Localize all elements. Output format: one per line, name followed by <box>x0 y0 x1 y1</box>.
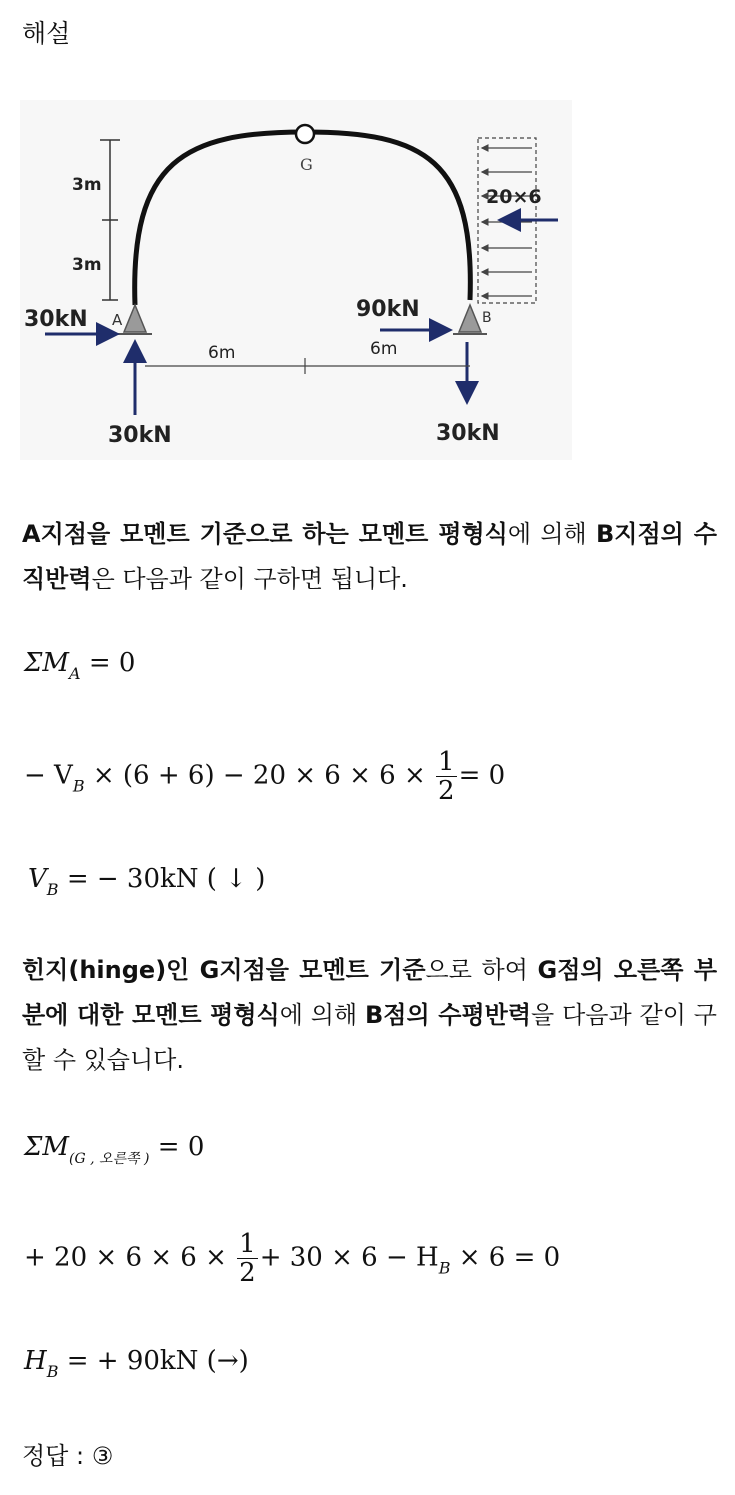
load-distributed: 20×6 <box>486 186 542 208</box>
para1-bold-2: B지점의 수직반력 <box>22 520 717 593</box>
para2-text-3: 을 다음과 같이 구할 수 있습니다. <box>22 1001 717 1074</box>
para2-bold-3: B점의 수평반력 <box>365 1001 532 1029</box>
support-A <box>124 305 146 332</box>
hinge-G <box>296 125 314 143</box>
load-90kN: 90kN <box>356 297 420 322</box>
reaction-A: 30kN <box>108 423 172 448</box>
dim-3m-top: 3m <box>72 175 102 195</box>
dim-3m-bottom: 3m <box>72 255 102 275</box>
para2-text-1: 으로 하여 <box>425 956 538 984</box>
label-G: G <box>300 155 313 174</box>
arch-structure-diagram <box>20 100 572 460</box>
answer: 정답 : ③ <box>22 1442 114 1470</box>
para2-bold-1: 힌지(hinge)인 G지점을 모멘트 기준 <box>22 956 426 984</box>
para1-text-2: 은 다음과 같이 구하면 됩니다. <box>91 565 408 593</box>
reaction-B: 30kN <box>436 421 500 446</box>
support-B <box>459 305 481 332</box>
para1-text-1: 에 의해 <box>507 520 596 548</box>
fraction-half: $\frac{1}{2}$ <box>438 747 455 806</box>
para2-text-2: 에 의해 <box>279 1001 366 1029</box>
equation-sum-moment-G: $\Sigma M_{(G , 오른쪽 )} = 0$ <box>24 1132 205 1167</box>
equation-hb-balance: + 20 × 6 × 6 × $\frac{1}{2}$ + $30 \times 6 - H_B \times 6 = 0$ <box>24 1229 561 1288</box>
dim-6m-right: 6m <box>370 339 398 359</box>
load-30kN-left: 30kN <box>24 307 88 332</box>
equation-hb-result: $H_B$ = + 90kN (→) <box>24 1346 249 1381</box>
heading: 해설 <box>22 19 71 48</box>
equation-vb-result: $V_B$ = − 30kN ( ↓ ) <box>28 864 266 899</box>
equation-vb-balance: − $V_B \times (6 + 6) - 20 \times 6 \times 6$ × $\frac{1}{2}$ = 0 <box>24 747 506 806</box>
equation-sum-moment-A: $\Sigma M_A = 0$ <box>24 648 136 683</box>
label-B: B <box>482 310 492 326</box>
para1-bold-1: A지점을 모멘트 기준으로 하는 모멘트 평형식 <box>22 520 508 548</box>
fraction-half-2: $\frac{1}{2}$ <box>239 1229 256 1288</box>
paragraph-horizontal-reaction <box>22 948 717 1083</box>
dim-6m-left: 6m <box>208 343 236 363</box>
para2-bold-2: G점의 오른쪽 부분에 대한 모멘트 평형식 <box>22 956 717 1029</box>
label-A: A <box>112 311 123 329</box>
paragraph-vertical-reaction <box>22 512 717 602</box>
